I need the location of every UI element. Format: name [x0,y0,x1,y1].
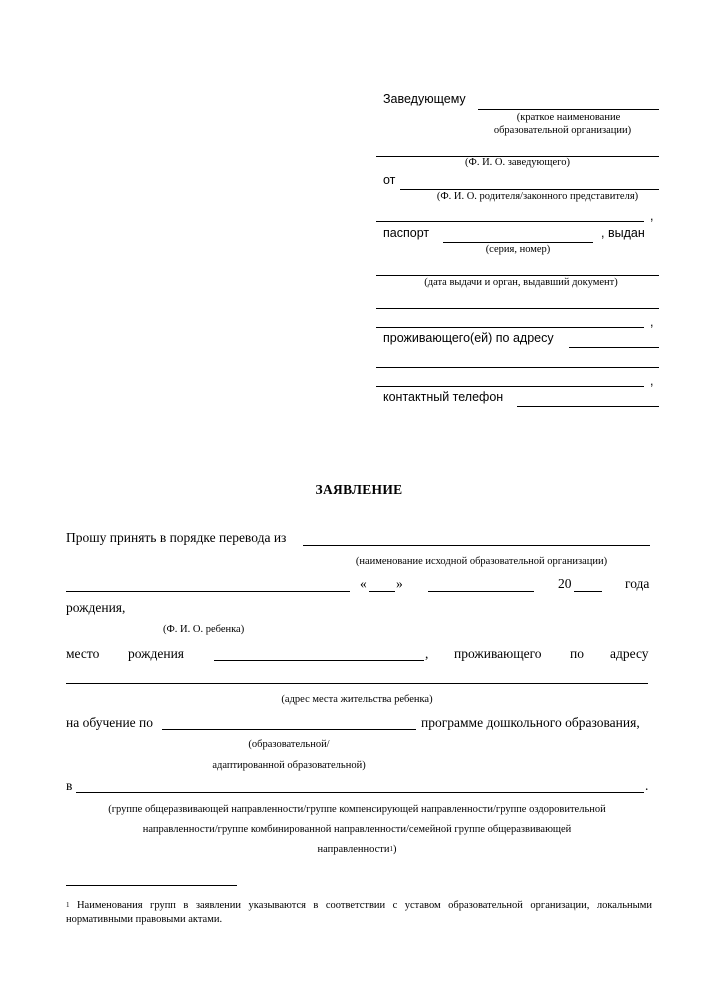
birth-word: рождения, [66,600,126,615]
parent-address-field[interactable] [569,347,659,348]
birthplace-comma: , [425,646,429,661]
residing-word-3: адресу [610,646,649,661]
issue-continue-field[interactable] [376,308,659,309]
birthplace-word-1: место [66,646,100,661]
study-suffix: программе дошкольного образования, [421,715,640,730]
study-prefix: на обучение по [66,715,154,730]
org-caption-1: (краткое наименование [516,112,621,123]
program-caption-2: адаптированной образовательной) [212,760,366,771]
quote-open: « [360,576,367,591]
birthplace-field[interactable] [214,660,424,661]
passport-label: паспорт [383,226,430,240]
residing-label: проживающего(ей) по адресу [383,331,554,345]
transfer-text: Прошу принять в порядке перевода из [66,530,287,545]
child-fio-caption: (Ф. И. О. ребенка) [163,624,245,635]
group-caption-3: направленности$^1$) [317,844,397,855]
birth-day-field[interactable] [369,591,395,592]
footnote [66,899,652,927]
program-type-field[interactable] [162,729,416,730]
birthplace-word-2: рождения [128,646,185,661]
org-caption-2: образовательной организации) [493,125,632,136]
child-fio-field[interactable] [66,591,350,592]
document-title: ЗАЯВЛЕНИЕ [315,482,403,497]
comma-1: , [650,209,654,223]
group-type-field[interactable] [76,792,644,793]
residing-word-2: по [570,646,584,661]
quote-close: » [396,576,403,591]
residing-word-1: проживающего [454,646,542,661]
from-label: от [383,173,396,187]
program-caption-1: (образовательной/ [248,739,330,750]
footnote-number: 1 [66,901,70,909]
passport-issue-field[interactable] [376,275,659,276]
source-org-field[interactable] [303,545,650,546]
footnote-ref[interactable]: 1 [389,845,393,853]
issue-continue-field-2[interactable] [376,327,644,328]
series-caption: (серия, номер) [485,244,551,255]
parent-fio-continue-field[interactable] [376,221,644,222]
phone-label: контактный телефон [383,390,504,404]
year-word: года [625,576,650,591]
parent-fio-caption: (Ф. И. О. родителя/законного представителя) [436,191,639,202]
group-period: . [645,778,649,793]
footnote-separator [66,885,237,886]
issued-label: , выдан [601,226,645,240]
parent-address-field-2[interactable] [376,367,659,368]
phone-field[interactable] [517,406,659,407]
group-caption-1: (группе общеразвивающей направленности/группе компенсирующей направленности/группе оздоровительной [108,804,606,815]
head-fio-caption: (Ф. И. О. заведующего) [465,157,570,168]
to-head-label: Заведующему [383,92,466,106]
source-org-caption: (наименование исходной образовательной организации) [355,556,608,567]
issue-caption: (дата выдачи и орган, выдавший документ) [424,277,618,288]
child-address-caption: (адрес места жительства ребенка) [281,694,433,705]
in-word: в [66,778,73,793]
comma-3: , [650,374,654,388]
footnote-text: Наименования групп в заявлении указываются в соответствии с уставом образовательной организации, локальными нормативными правовыми актами. [66,900,652,925]
group-caption-2: направленности/группе комбинированной направленности/семейной группе общеразвивающей [142,824,572,835]
org-name-field[interactable] [478,109,659,110]
birth-year-field[interactable] [574,591,602,592]
parent-fio-field[interactable] [400,189,659,190]
parent-address-field-3[interactable] [376,386,644,387]
birth-month-field[interactable] [428,591,534,592]
comma-2: , [650,315,654,329]
child-address-field[interactable] [66,683,648,684]
year-prefix: 20 [558,576,572,591]
passport-number-field[interactable] [443,242,593,243]
